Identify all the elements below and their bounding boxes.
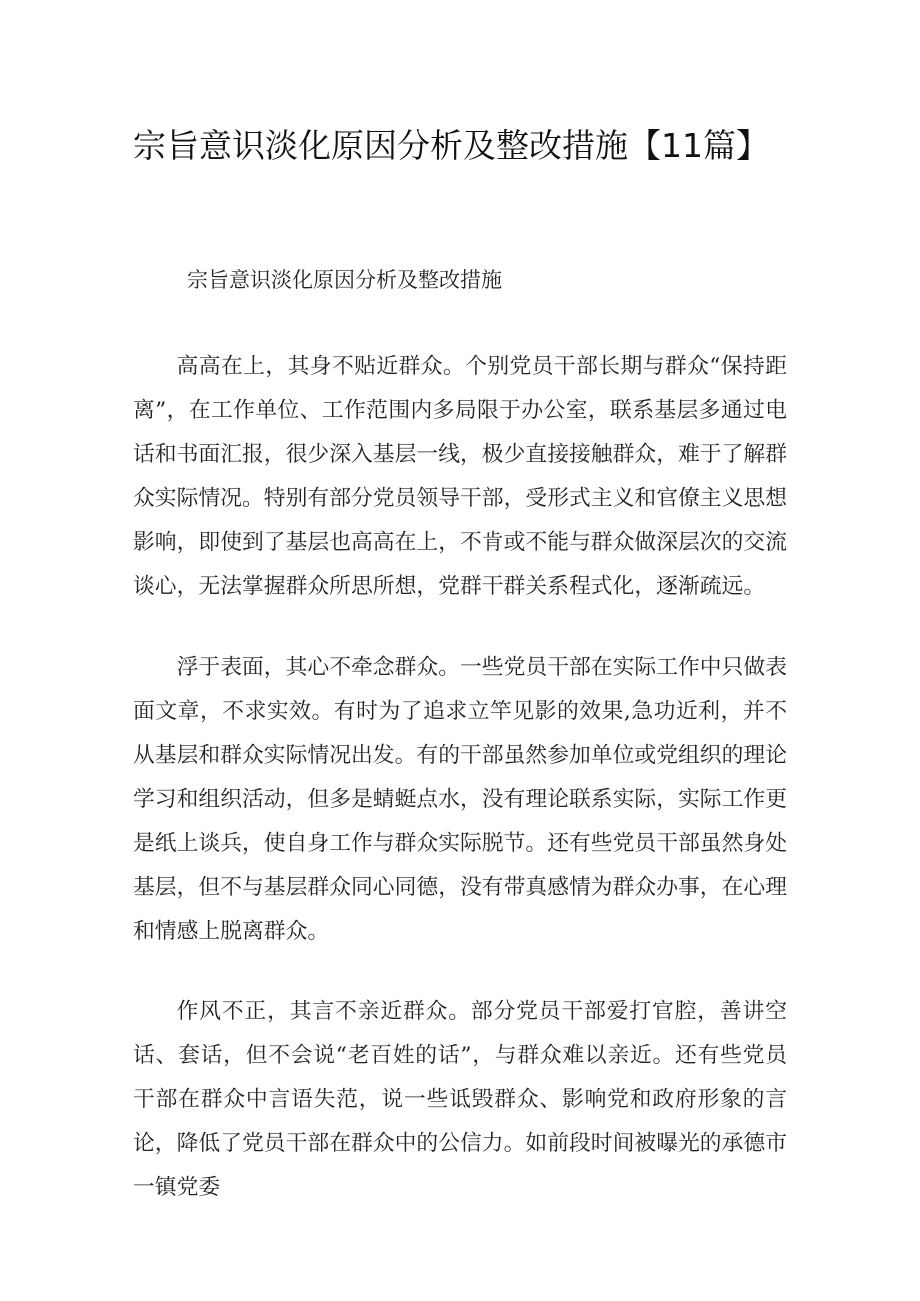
section-subtitle: 宗旨意识淡化原因分析及整改措施 — [187, 268, 502, 292]
body-paragraph: 高高在上，其身不贴近群众。个别党员干部长期与群众“保持距离”，在工作单位、工作范围内多局限于办公室，联系基层多通过电话和书面汇报，很少深入基层一线，极少直接接触群众，难于了解群众实际情况。特别有部分党员领导干部，受形式主义和官僚主义思想影响，即使到了基层也高高在上，不肯或不能与群众做深层次的交流谈心，无法掌握群众所思所想，党群干群关系程式化，逐渐疏远。 — [133, 354, 787, 599]
body-paragraph: 浮于表面，其心不牵念群众。一些党员干部在实际工作中只做表面文章，不求实效。有时为了追求立竿见影的效果,急功近利，并不从基层和群众实际情况出发。有的干部虽然参加单位或党组织的理论学习和组织活动，但多是蜻蜓点水，没有理论联系实际，实际工作更是纸上谈兵，使自身工作与群众实际脱节。还有些党员干部虽然身处基层，但不与基层群众同心同德，没有带真感情为群众办事，在心理和情感上脱离群众。 — [133, 655, 787, 944]
document-title: 宗旨意识淡化原因分析及整改措施【11篇】 — [133, 126, 769, 165]
body-paragraph: 作风不正，其言不亲近群众。部分党员干部爱打官腔，善讲空话、套话，但不会说“老百姓的话”，与群众难以亲近。还有些党员干部在群众中言语失范，说一些诋毁群众、影响党和政府形象的言论，降低了党员干部在群众中的公信力。如前段时间被曝光的承德市一镇党委 — [133, 999, 787, 1200]
